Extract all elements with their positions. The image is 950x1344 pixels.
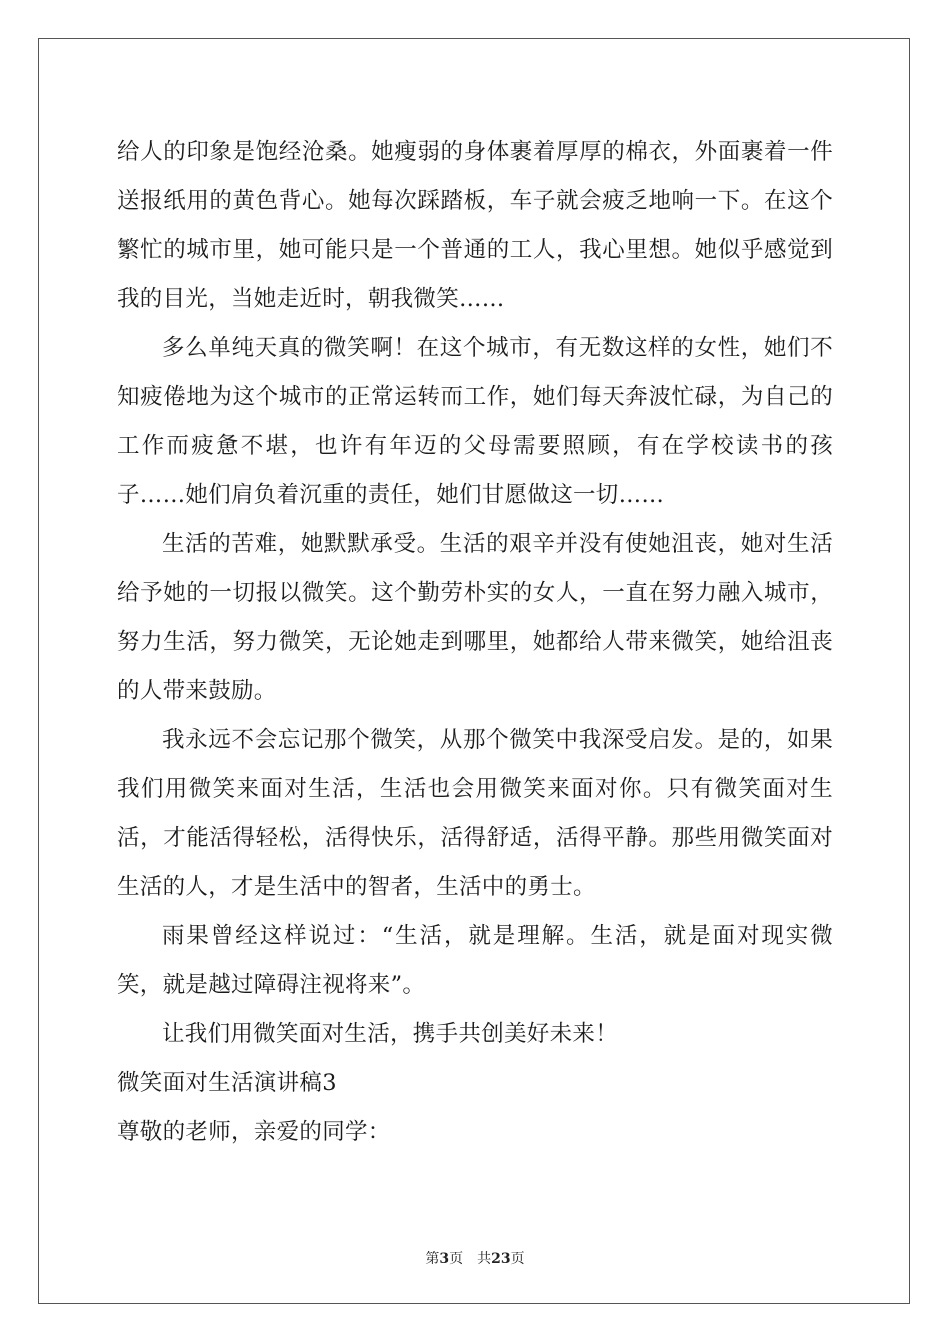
- page-footer: [0, 1248, 950, 1268]
- salutation: 尊敬的老师，亲爱的同学：: [117, 1119, 391, 1145]
- document-body: [117, 128, 833, 1157]
- paragraph-1: 给人的印象是饱经沧桑。她瘦弱的身体裹着厚厚的棉衣，外面裹着一件送报纸用的黄色背心。她每次踩踏板，车子就会疲乏地响一下。在这个繁忙的城市里，她可能只是一个普通的工人，我心里想。她似乎感觉到我的目光，当她走近时，朝我微笑……: [117, 139, 833, 312]
- paragraph-4: 我永远不会忘记那个微笑，从那个微笑中我深受启发。是的，如果我们用微笑来面对生活，生活也会用微笑来面对你。只有微笑面对生活，才能活得轻松，活得快乐，活得舒适，活得平静。那些用微笑面对生活的人，才是生活中的智者，生活中的勇士。: [117, 727, 833, 900]
- footer-page-suffix: 页: [449, 1251, 464, 1267]
- footer-prefix: 第: [425, 1251, 440, 1267]
- footer-total-suffix: 页: [510, 1251, 525, 1267]
- section-title: 微笑面对生活演讲稿3: [117, 1070, 337, 1096]
- paragraph-6: 让我们用微笑面对生活，携手共创美好未来！: [162, 1021, 619, 1047]
- footer-total-pages: 23: [491, 1251, 511, 1267]
- footer-total-prefix: 共: [477, 1251, 492, 1267]
- paragraph-3: 生活的苦难，她默默承受。生活的艰辛并没有使她沮丧，她对生活给予她的一切报以微笑。这个勤劳朴实的女人，一直在努力融入城市，努力生活，努力微笑，无论她走到哪里，她都给人带来微笑，她给沮丧的人带来鼓励。: [117, 531, 833, 704]
- footer-page-number: 3: [439, 1251, 450, 1267]
- paragraph-5: 雨果曾经这样说过：“生活，就是理解。生活，就是面对现实微笑，就是越过障碍注视将来”。: [117, 923, 833, 998]
- paragraph-2: 多么单纯天真的微笑啊！在这个城市，有无数这样的女性，她们不知疲倦地为这个城市的正常运转而工作，她们每天奔波忙碌，为自己的工作而疲惫不堪，也许有年迈的父母需要照顾，有在学校读书的孩子……她们肩负着沉重的责任，她们甘愿做这一切……: [117, 335, 833, 508]
